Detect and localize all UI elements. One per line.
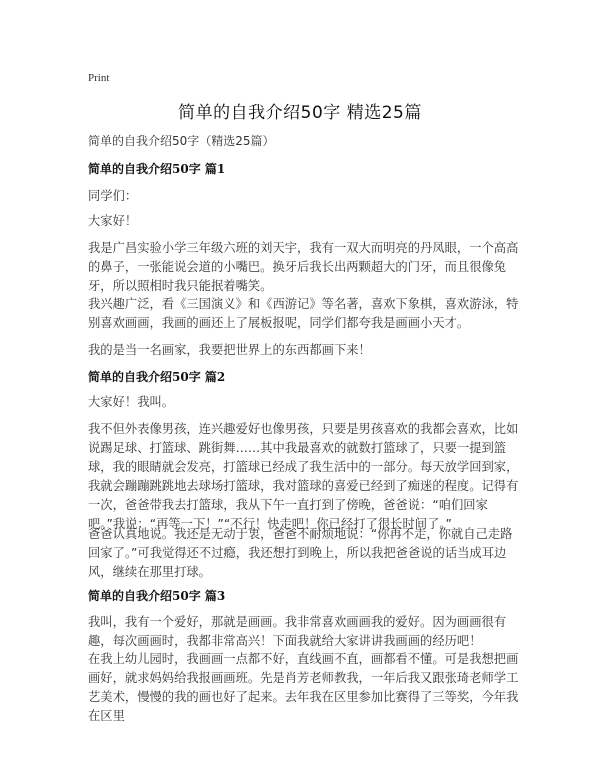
paragraph: 我是广昌实验小学三年级六班的刘天宇，我有一双大而明亮的丹凤眼，一个高高的鼻子，一张能说会道的小嘴巴。换牙后我长出两颗超大的门牙，而且很像兔牙，所以照相时我只能抿着嘴笑。 <box>88 241 519 293</box>
section-heading-2: 简单的自我介绍50字 篇2 <box>88 370 226 384</box>
paragraph: 同学们： <box>88 189 138 203</box>
paragraph: 我不但外表像男孩，连兴趣爱好也像男孩，只要是男孩喜欢的我都会喜欢，比如说踢足球、打篮球、跳街舞……其中我最喜欢的就数打篮球了，只要一提到篮球，我的眼睛就会发亮，打篮球已经成了我生活中的一部分。每天放学回到家，我就会蹦蹦跳跳地去球场打篮球，我对篮球的喜爱已经到了痴迷的程度。记得有一次，爸爸带我去打篮球，我从下午一直打到了傍晚，爸爸说：“咱们回家吧。”我说：“再等一下！”“不行！快走吧！你已经打了很长时间了。” <box>88 422 519 531</box>
print-label: Print <box>88 72 110 84</box>
section-heading-3: 简单的自我介绍50字 篇3 <box>88 589 226 603</box>
paragraph: 大家好！我叫。 <box>88 395 175 409</box>
paragraph: 在我上幼儿园时，我画画一点都不好，直线画不直，画都看不懂。可是我想把画画好，就求妈妈给我报画画班。先是肖芳老师教我，一年后我又跟张琦老师学工艺美术，慢慢的我的画也好了起来。去年我在区里参加比赛得了三等奖，今年我在区里 <box>88 652 519 723</box>
paragraph: 爸爸认真地说。我还是无动于衷，爸爸不耐烦地说：“你再不走，你就自己走路回家了。”可我觉得还不过瘾，我还想打到晚上，所以我把爸爸说的话当成耳边风，继续在那里打球。 <box>88 527 513 579</box>
section-heading-1: 简单的自我介绍50字 篇1 <box>88 162 226 176</box>
document-subtitle: 简单的自我介绍50字（精选25篇） <box>88 134 275 148</box>
document-title: 简单的自我介绍50字 精选25篇 <box>178 103 422 123</box>
paragraph: 我叫，我有一个爱好，那就是画画。我非常喜欢画画我的爱好。因为画画很有趣，每次画画时，我都非常高兴！下面我就给大家讲讲我画画的经历吧！ <box>88 615 507 648</box>
paragraph: 大家好！ <box>88 214 138 228</box>
paragraph: 我兴趣广泛，看《三国演义》和《西游记》等名著，喜欢下象棋，喜欢游泳，特别喜欢画画，我画的画还上了展板报呢，同学们都夸我是画画小天才。 <box>88 297 519 330</box>
paragraph: 我的是当一名画家，我要把世界上的东西都画下来！ <box>88 343 371 357</box>
